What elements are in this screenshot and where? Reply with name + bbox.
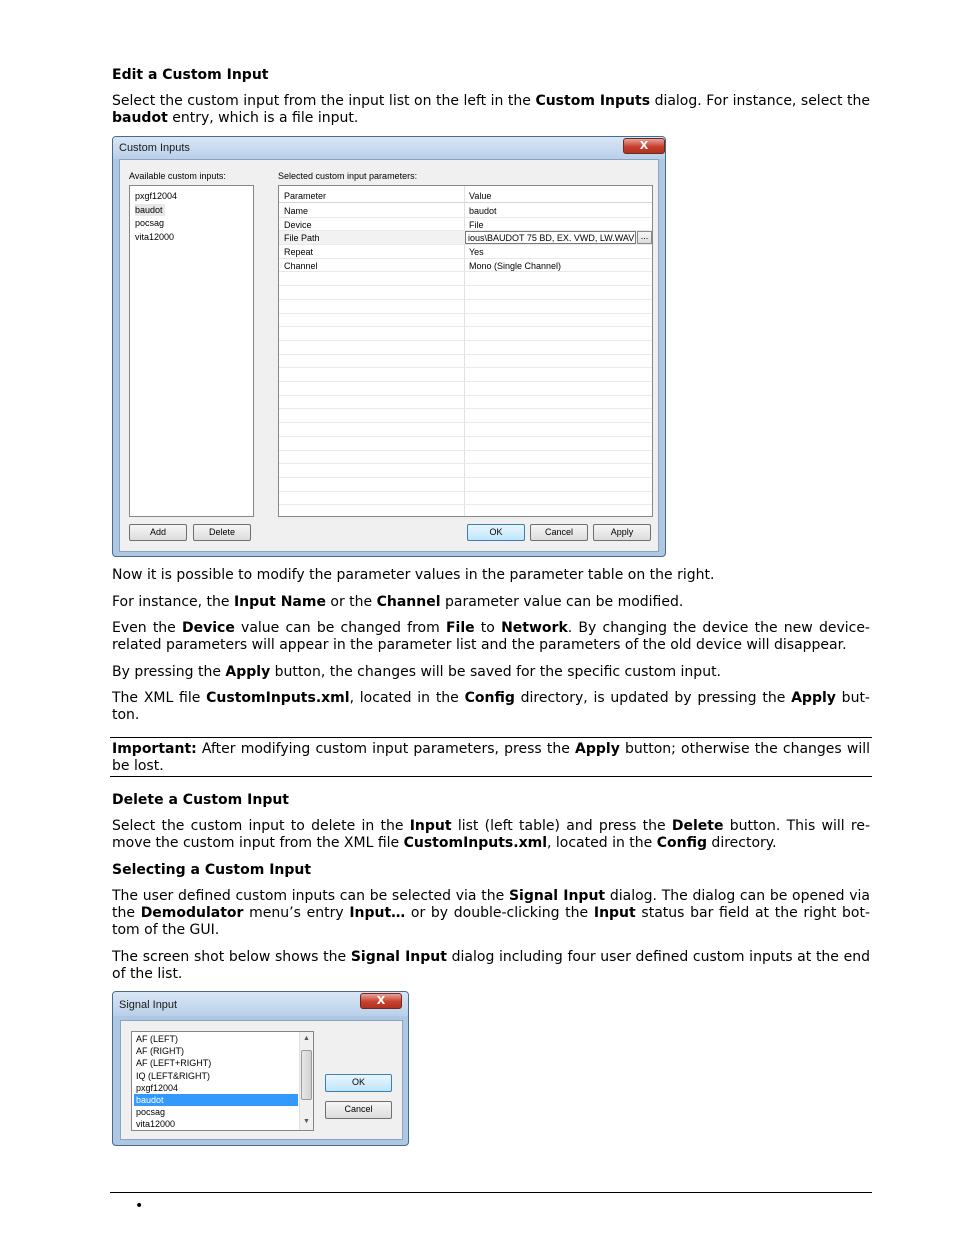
empty-table-row <box>279 286 652 300</box>
signal-input-item[interactable]: AF (LEFT) <box>136 1034 178 1044</box>
param-name: Repeat <box>284 247 314 258</box>
empty-table-row <box>279 355 652 369</box>
text-run: , located in the <box>547 835 657 851</box>
list-scrollbar[interactable] <box>299 1032 313 1130</box>
signal-close-button[interactable]: X <box>360 993 402 1009</box>
text-run: After modifying custom input parameters, press the <box>196 741 576 757</box>
footer-bullet: • <box>135 1198 144 1214</box>
text-run: By pressing the <box>112 664 226 680</box>
select-paragraph-2 <box>112 949 870 983</box>
custom-inputs-dialog <box>112 136 666 557</box>
text-run: button. This will re-move the custom input from the XML file <box>112 818 870 851</box>
bold-term: Signal Input <box>508 888 606 904</box>
param-name: File Path <box>284 233 320 244</box>
text-run: Even the <box>112 620 182 636</box>
signal-input-item[interactable]: baudot <box>134 1094 298 1106</box>
select-paragraph-1 <box>112 888 870 939</box>
text-run: or by double-clicking the <box>405 905 594 921</box>
delete-paragraph <box>112 818 870 852</box>
signal-ok-button[interactable]: OK <box>325 1074 392 1092</box>
intro-paragraph <box>112 93 870 127</box>
empty-table-row <box>279 314 652 328</box>
table-header-row <box>279 186 652 203</box>
empty-table-row <box>279 327 652 341</box>
text-run: to <box>474 620 502 636</box>
important-note <box>112 741 870 775</box>
file-path-field[interactable]: ious\BAUDOT 75 BD, EX. VWD, LW.WAV <box>465 231 636 244</box>
table-row[interactable] <box>279 259 652 273</box>
text-run: value can be changed from <box>234 620 446 636</box>
header-value[interactable]: Value <box>469 191 492 201</box>
text-run: list (left table) and press the <box>451 818 672 834</box>
footer-rule <box>110 1192 872 1193</box>
param-value[interactable]: Yes <box>469 247 484 258</box>
signal-input-item[interactable]: AF (RIGHT) <box>136 1046 184 1057</box>
empty-table-row <box>279 505 652 519</box>
bold-term: Apply <box>791 690 836 706</box>
section-heading-select: Selecting a Custom Input <box>112 862 312 878</box>
signal-input-dialog <box>112 991 409 1146</box>
available-inputs-label: Available custom inputs: <box>129 171 226 181</box>
custom-input-item[interactable]: pxgf12004 <box>135 191 178 201</box>
text-run: dialog. The dialog can be opened via the <box>112 888 870 921</box>
bold-term: Network <box>501 620 568 636</box>
param-name: Name <box>284 206 309 216</box>
signal-dialog-client-area <box>120 1020 403 1140</box>
param-name: Channel <box>284 260 318 271</box>
paragraph-xml <box>112 690 870 724</box>
parameters-table <box>278 185 653 517</box>
text-run: parameter value can be modified. <box>440 594 684 610</box>
table-row[interactable] <box>279 204 652 218</box>
bold-term: Input <box>409 818 452 834</box>
bold-term: CustomInputs.xml <box>403 835 547 851</box>
bold-term: Important: <box>112 741 197 757</box>
bold-term: Channel <box>376 594 441 610</box>
table-row[interactable] <box>279 245 652 259</box>
text-run: directory. <box>706 835 777 851</box>
empty-table-row <box>279 396 652 410</box>
section-heading-delete: Delete a Custom Input <box>112 792 289 808</box>
custom-input-item[interactable]: baudot <box>135 204 163 215</box>
signal-input-item[interactable]: pxgf12004 <box>136 1082 179 1093</box>
text-run: Now it is possible to modify the parameter values in the parameter table on the right. <box>112 567 715 583</box>
empty-table-row <box>279 410 652 424</box>
empty-table-row <box>279 423 652 437</box>
dialog-title: Custom Inputs <box>119 142 190 154</box>
bold-term: Input… <box>349 905 406 921</box>
add-button[interactable]: Add <box>129 524 187 541</box>
ok-button[interactable]: OK <box>467 524 525 541</box>
bold-term: Signal Input <box>350 949 447 965</box>
text-run: For instance, the <box>112 594 234 610</box>
bold-term: Demodulator <box>140 905 244 921</box>
important-bottom-rule <box>110 776 872 777</box>
bold-term: Input <box>593 905 636 921</box>
param-value[interactable]: baudot <box>469 206 497 216</box>
paragraph-example <box>112 594 870 611</box>
bold-term: Apply <box>575 741 620 757</box>
empty-table-row <box>279 478 652 492</box>
text-run: button, the changes will be saved for the specific custom input. <box>270 664 722 680</box>
custom-input-item[interactable]: pocsag <box>135 218 165 228</box>
empty-table-row <box>279 437 652 451</box>
signal-input-list[interactable] <box>131 1031 314 1131</box>
text-run: The user defined custom inputs can be selected via the <box>112 888 509 904</box>
bold-term: Apply <box>225 664 271 680</box>
text-run: entry, which is a file input. <box>167 110 359 126</box>
text-run: , located in the <box>349 690 465 706</box>
signal-dialog-title: Signal Input <box>119 999 178 1011</box>
text-run: status bar field at the right bot-tom of the GUI. <box>112 905 870 938</box>
signal-input-item[interactable]: IQ (LEFT&RIGHT) <box>136 1070 210 1081</box>
param-value[interactable]: Mono (Single Channel) <box>469 260 562 271</box>
param-name: Device <box>284 219 312 230</box>
text-run: or the <box>325 594 377 610</box>
text-run: Select the custom input from the input list on the left in the <box>112 93 536 109</box>
empty-table-row <box>279 451 652 465</box>
paragraph-apply <box>112 664 870 681</box>
important-top-rule <box>110 737 872 738</box>
apply-button[interactable]: Apply <box>593 524 651 541</box>
header-parameter[interactable]: Parameter <box>284 191 327 201</box>
text-run: The XML file <box>112 690 207 706</box>
bold-term: Custom Inputs <box>535 93 651 109</box>
dialog-client-area <box>119 159 659 552</box>
table-row[interactable] <box>279 231 652 245</box>
parameters-label: Selected custom input parameters: <box>278 171 418 181</box>
empty-table-row <box>279 492 652 506</box>
signal-input-item[interactable]: pocsag <box>136 1107 166 1118</box>
cancel-button[interactable]: Cancel <box>530 524 588 541</box>
browse-button[interactable]: ... <box>637 231 652 244</box>
paragraph-device <box>112 620 870 654</box>
text-run: Select the custom input to delete in the <box>112 818 410 834</box>
text-run: but-ton. <box>112 690 870 723</box>
text-run: dialog including four user defined custom inputs at the end of the list. <box>112 949 870 982</box>
text-run: directory, is updated by pressing the <box>514 690 792 706</box>
empty-table-row <box>279 341 652 355</box>
bold-term: Delete <box>671 818 724 834</box>
empty-table-row <box>279 273 652 287</box>
available-inputs-list[interactable] <box>129 185 254 517</box>
text-run: . By changing the device the new device-related parameters will appear in the parameter list and the parameters of the old device will disappear. <box>112 620 870 653</box>
bold-term: Config <box>464 690 515 706</box>
scrollbar-thumb[interactable] <box>301 1050 312 1100</box>
param-value[interactable]: File <box>469 219 484 230</box>
custom-input-item[interactable]: vita12000 <box>135 231 175 242</box>
signal-input-item[interactable]: vita12000 <box>136 1119 176 1130</box>
section-heading-edit: Edit a Custom Input <box>112 67 269 83</box>
text-run: dialog. For instance, select the <box>650 93 870 109</box>
table-row[interactable] <box>279 218 652 232</box>
bold-term: Config <box>656 835 707 851</box>
scroll-up-icon[interactable]: ▲ <box>303 1035 310 1042</box>
paragraph-modify <box>112 567 870 584</box>
empty-table-row <box>279 300 652 314</box>
signal-input-item[interactable]: AF (LEFT+RIGHT) <box>136 1058 212 1069</box>
empty-table-row <box>279 464 652 478</box>
bold-term: Device <box>182 620 235 636</box>
bold-term: baudot <box>112 110 168 126</box>
text-run: menu’s entry <box>243 905 350 921</box>
dialog-titlebar <box>113 137 665 159</box>
close-button[interactable]: X <box>623 138 665 154</box>
text-run: button; otherwise the changes will be lost. <box>112 741 870 774</box>
signal-cancel-button[interactable]: Cancel <box>325 1101 392 1119</box>
bold-term: Input Name <box>233 594 326 610</box>
delete-button[interactable]: Delete <box>193 524 251 541</box>
text-run: The screen shot below shows the <box>112 949 351 965</box>
bold-term: File <box>445 620 475 636</box>
empty-table-row <box>279 382 652 396</box>
bold-term: CustomInputs.xml <box>206 690 350 706</box>
empty-table-row <box>279 368 652 382</box>
scroll-down-icon[interactable]: ▼ <box>303 1118 310 1125</box>
